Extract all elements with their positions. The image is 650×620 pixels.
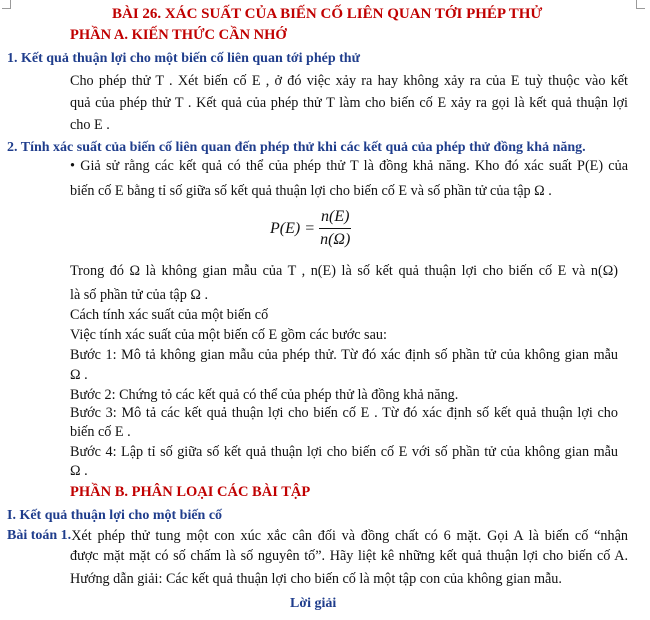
paragraph-3-line-2: là số phần tử của tập Ω . bbox=[70, 287, 209, 303]
paragraph-2-line-2: biến cố E bằng tỉ số giữa số kết quả thuận lợi cho biến cố E và số phần tử của tập Ω . bbox=[70, 183, 552, 199]
paragraph-1-line-1: Cho phép thử T . Xét biến cố E , ở đó việc xảy ra hay không xảy ra của E tuỳ thuộc vào kết bbox=[70, 73, 628, 89]
exercise-1-label: Bài toán 1. bbox=[7, 528, 72, 543]
heading-I: I. Kết quả thuận lợi cho một biến cố bbox=[7, 508, 223, 523]
step-4-line-1: Bước 4: Lập tỉ số giữa số kết quả thuận lợi cho biến cố E với số phần tử của không gian mẫu bbox=[70, 444, 618, 460]
heading-2: 2. Tính xác suất của biến cố liên quan đến phép thử khi các kết quả của phép thử đồng khả năng. bbox=[7, 140, 586, 155]
formula-numerator: n(E) bbox=[319, 208, 351, 229]
step-1-line-1: Bước 1: Mô tả không gian mẫu của phép thử. Từ đó xác định số phần tử của không gian mẫu bbox=[70, 347, 618, 363]
formula-denominator: n(Ω) bbox=[320, 231, 351, 248]
formula-lhs: P(E) = bbox=[270, 219, 315, 237]
page-corner-top-right bbox=[636, 0, 645, 9]
exercise-1-line-2: được mặt mặt có số chấm là số nguyên tố”. Hãy liệt kê những kết quả thuận lợi cho biến cố A. bbox=[70, 548, 628, 564]
method-intro: Việc tính xác suất của một biến cố E gồm các bước sau: bbox=[70, 327, 387, 343]
step-3-line-2: biến cố E . bbox=[70, 424, 131, 440]
formula-fraction bbox=[319, 208, 351, 249]
exercise-1-text: Xét phép thử tung một con xúc xắc cân đối và đồng chất có 6 mặt. Gọi A là biến cố “nhận bbox=[71, 528, 628, 544]
part-b-heading: PHẦN B. PHÂN LOẠI CÁC BÀI TẬP bbox=[70, 484, 311, 500]
part-a-heading: PHẦN A. KIẾN THỨC CẦN NHỚ bbox=[70, 27, 287, 43]
paragraph-1-line-2: quả của phép thử T . Kết quả của phép thử T làm cho biến cố E xảy ra gọi là kết quả thuận lợi bbox=[70, 95, 628, 111]
solution-heading: Lời giải bbox=[290, 596, 337, 611]
paragraph-2-line-1: • Giả sử rằng các kết quả có thể của phép thử T là đồng khả năng. Kho đó xác suất P(E) của bbox=[70, 158, 628, 174]
step-3-line-1: Bước 3: Mô tả các kết quả thuận lợi cho biến cố E . Từ đó xác định số kết quả thuận lợi cho bbox=[70, 405, 618, 421]
paragraph-3-line-1: Trong đó Ω là không gian mẫu của T , n(E) là số kết quả thuận lợi cho biến cố E và n(Ω) bbox=[70, 263, 618, 279]
exercise-1-line-1 bbox=[7, 527, 628, 545]
step-1-line-2: Ω . bbox=[70, 367, 88, 383]
step-4-line-2: Ω . bbox=[70, 463, 88, 479]
page-corner-top-left bbox=[2, 0, 11, 9]
step-2: Bước 2: Chứng tỏ các kết quả có thể của phép thử là đồng khả năng. bbox=[70, 387, 459, 403]
exercise-1-hint: Hướng dẫn giải: Các kết quả thuận lợi cho biến cố là một tập con của không gian mẫu. bbox=[70, 571, 562, 587]
heading-1: 1. Kết quả thuận lợi cho một biến cố liên quan tới phép thử bbox=[7, 51, 360, 66]
lesson-title: BÀI 26. XÁC SUẤT CỦA BIẾN CỐ LIÊN QUAN TỚI PHÉP THỬ bbox=[112, 6, 543, 22]
probability-formula bbox=[270, 208, 351, 249]
method-heading: Cách tính xác suất của một biến cố bbox=[70, 307, 269, 323]
paragraph-1-line-3: cho E . bbox=[70, 117, 110, 133]
